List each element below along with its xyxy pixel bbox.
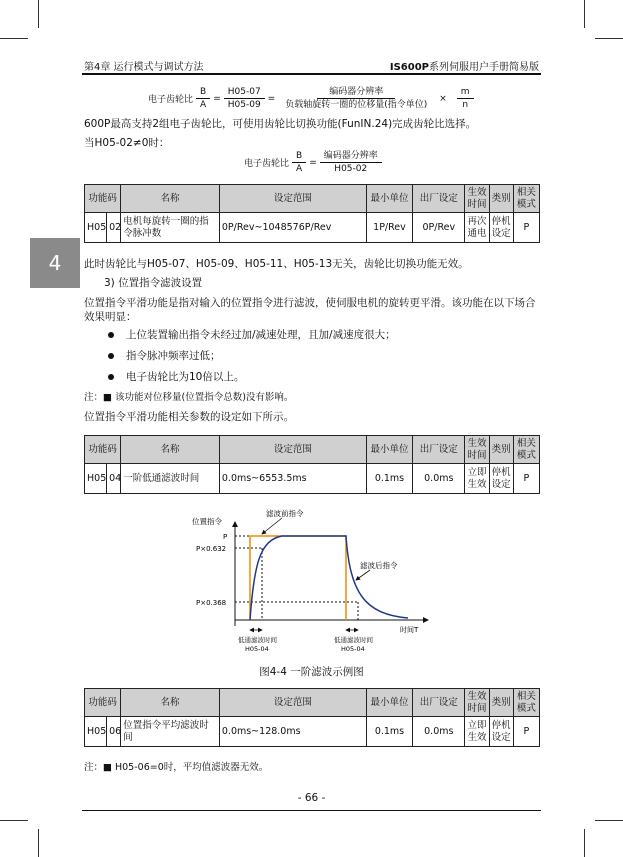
gear-ratio-formula: [148, 86, 477, 111]
col-range: 设定范围: [219, 185, 366, 213]
equals-sign: =: [213, 93, 221, 104]
manual-header: [390, 58, 539, 73]
gear-ratio-formula-2: [244, 150, 385, 175]
crop-mark: [595, 820, 623, 821]
paragraph: 位置指令平滑功能是指对输入的位置指令进行滤波，使伺服电机的旋转更平滑。该功能在以下场合效果明显：: [84, 297, 536, 323]
lpf-param-1: H05-04: [245, 645, 269, 653]
param-table-h05-04: 功能码 名称 设定范围 最小单位 出厂设定 生效时间 类别 相关模式 H05 04 一阶低通滤波时间 0.0ms~6553.5ms 0.1ms 0.0ms 立即生效 停机设定 P: [84, 435, 540, 494]
table-row: H05 06 位置指令平均滤波时间 0.0ms~128.0ms 0.1ms 0.0ms 立即生效 停机设定 P: [85, 717, 540, 747]
first-order-filter-diagram: [190, 504, 440, 656]
lpf-param-2: H05-04: [341, 645, 365, 653]
col-related: 相关模式: [513, 185, 539, 213]
chapter-header: 第4章 运行模式与调试方法: [84, 62, 204, 73]
crop-mark: [0, 820, 28, 821]
col-name: 名称: [121, 185, 220, 213]
figure-caption: 图4-4 一阶滤波示例图: [259, 666, 364, 678]
table-row: H05 02 电机每旋转一圈的指令脉冲数 0P/Rev~1048576P/Rev 1P/Rev 0P/Rev 再次通电 停机设定 P: [85, 213, 540, 243]
note: 注：■ H05-06=0时，平均值滤波器无效。: [84, 762, 269, 773]
y-axis-label: 位置指令: [192, 517, 222, 526]
equals-sign: =: [309, 157, 317, 168]
paragraph: 位置指令平滑功能相关参数的设定如下所示。: [84, 411, 294, 423]
fraction-ba: $\frac{B}{A}$: [196, 86, 210, 111]
section-heading: 3) 位置指令滤波设置: [104, 277, 203, 289]
crop-mark: [38, 829, 39, 857]
crop-mark: [595, 38, 623, 39]
fraction-params: $\frac{H05-07}{H05-09}$: [224, 86, 265, 111]
crop-mark: [584, 0, 585, 28]
fraction-mn: $\frac{m}{n}$: [457, 86, 474, 111]
paragraph: 当H05-02≠0时：: [84, 137, 170, 149]
product-name: IS600P: [389, 62, 429, 73]
page-number: - 66 -: [297, 792, 326, 804]
after-filter-label: 滤波后指令: [360, 561, 398, 570]
col-effect: 生效时间: [465, 185, 489, 213]
before-filter-label: 滤波前指令: [266, 509, 304, 518]
bullet-dot: [108, 332, 114, 338]
table-row: H05 04 一阶低通滤波时间 0.0ms~6553.5ms 0.1ms 0.0ms 立即生效 停机设定 P: [85, 464, 540, 494]
col-code: 功能码: [85, 185, 121, 213]
param-table-h05-06: 功能码 名称 设定范围 最小单位 出厂设定 生效时间 类别 相关模式 H05 06 位置指令平均滤波时间 0.0ms~128.0ms 0.1ms 0.0ms 立即生效 停机设定 P: [84, 688, 540, 747]
p368-label: P×0.368: [196, 599, 227, 607]
formula-label: 电子齿轮比: [148, 95, 194, 105]
chapter-tab: 4: [30, 238, 80, 288]
col-unit: 最小单位: [366, 185, 412, 213]
lpf-label-1: 低通滤波时间: [238, 636, 277, 644]
before-filter-arrow: [262, 518, 282, 534]
paragraph: 600P最高支持2组电子齿轮比，可使用齿轮比切换功能(FunIN.24)完成齿轮比选择。: [84, 118, 477, 130]
formula-label: 电子齿轮比: [244, 159, 290, 169]
note: 注：■ 该功能对位移量(位置指令总数)没有影响。: [84, 392, 294, 403]
lpf-label-2: 低通滤波时间: [334, 636, 373, 644]
fraction-ba: $\frac{B}{A}$: [292, 150, 306, 175]
equals-sign: =: [267, 93, 276, 104]
times-sign: ×: [439, 93, 447, 104]
paragraph: 此时齿轮比与H05-07、H05-09、H05-11、H05-13无关，齿轮比切换功能无效。: [84, 258, 469, 270]
header-rule: [82, 73, 541, 75]
filtered-response: [250, 536, 408, 620]
after-filter-arrow: [356, 570, 370, 580]
manual-title: 系列伺服用户手册简易版: [429, 62, 539, 73]
bullet-dot: [108, 374, 114, 380]
p-label: P: [223, 533, 228, 541]
col-category: 类别: [489, 185, 513, 213]
crop-mark: [0, 38, 28, 39]
crop-mark: [38, 0, 39, 28]
param-table-h05-02: [84, 184, 540, 243]
p632-label: P×0.632: [196, 545, 227, 553]
list-item: 电子齿轮比为10倍以上。: [126, 371, 245, 383]
list-item: 上位装置输出指令未经过加/减速处理，且加/减速度很大；: [126, 329, 396, 341]
crop-mark: [584, 829, 585, 857]
footer-rule: [82, 810, 541, 811]
time-axis-label: 时间T: [400, 626, 419, 634]
bullet-dot: [108, 353, 114, 359]
list-item: 指令脉冲频率过低；: [126, 350, 221, 362]
fraction-encoder: $\frac{\text{编码器分辨率}}{H05-02}$: [320, 150, 382, 175]
col-default: 出厂设定: [413, 185, 465, 213]
fraction-encoder: $\frac{\text{编码器分辨率}}{\text{负载轴旋转一圈的位移量(指令单位)}}$: [285, 87, 428, 110]
